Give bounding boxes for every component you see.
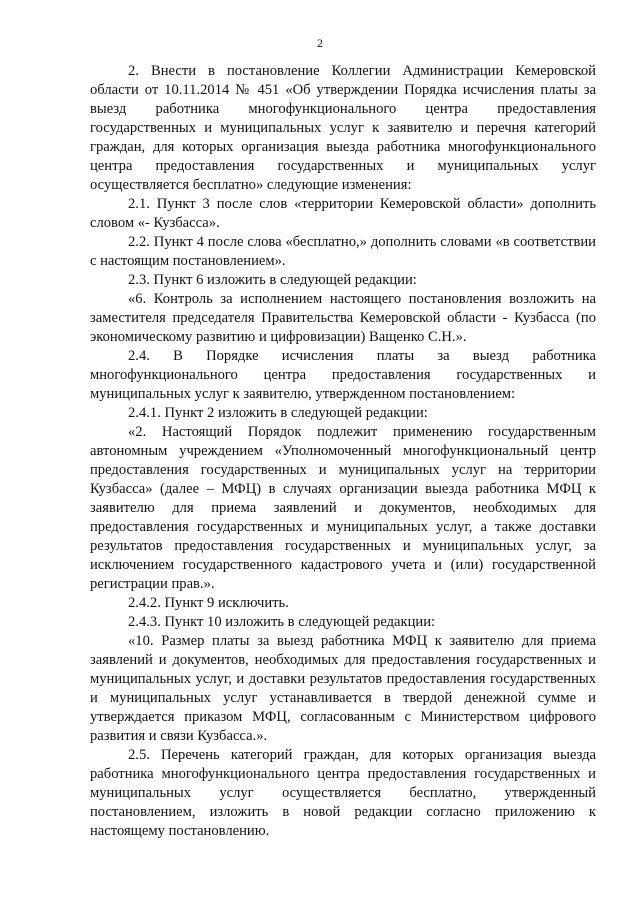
paragraph-2-4-3-quote: «10. Размер платы за выезд работника МФЦ к заявителю для приема заявлений и документов, необходимых для предоставления государственных и муниципальных услуг, и доставки результатов предоставления государственных и муниципальных услуг устанавливается в твердой денежной сумме и утверждается приказом МФЦ, согласованным с Министерством цифрового развития и связи Кузбасса.». — [90, 633, 596, 744]
paragraph-2-3: 2.3. Пункт 6 изложить в следующей редакции: — [128, 272, 417, 288]
paragraph-2-4-2: 2.4.2. Пункт 9 исключить. — [128, 595, 289, 611]
paragraph-2-4: 2.4. В Порядке исчисления платы за выезд работника многофункционального центра предоставления государственных и муниципальных услуг к заявителю, утвержденном постановлением: — [90, 348, 596, 402]
paragraph-2-2: 2.2. Пункт 4 после слова «бесплатно,» дополнить словами «в соответствии с настоящим постановлением». — [90, 234, 596, 269]
paragraph-2-4-1-quote: «2. Настоящий Порядок подлежит применению государственным автономным учреждением «Уполномоченный многофункциональный центр предоставления государственных и муниципальных услуг на территории Кузбасса» (далее – МФЦ) в случаях организации выезда работника МФЦ к заявителю для приема заявлений и документов, необходимых для предоставления государственных и муниципальных услуг, а также доставки результатов предоставления государственных и муниципальных услуг, за исключением государственного кадастрового учета и (или) государственной регистрации прав.». — [90, 424, 596, 592]
document-body — [90, 62, 596, 841]
paragraph-2-4-3: 2.4.3. Пункт 10 изложить в следующей редакции: — [128, 614, 436, 630]
paragraph-2-1: 2.1. Пункт 3 после слов «территории Кемеровской области» дополнить словом «- Кузбасса». — [90, 196, 596, 231]
paragraph-2-3-quote: «6. Контроль за исполнением настоящего постановления возложить на заместителя председателя Правительства Кемеровской области - Кузбасса (по экономическому развитию и цифровизации) Ващенко С.Н.». — [90, 291, 596, 345]
paragraph-2-4-1: 2.4.1. Пункт 2 изложить в следующей редакции: — [128, 405, 428, 421]
page-number: 2 — [317, 36, 323, 50]
paragraph-2-5: 2.5. Перечень категорий граждан, для которых организация выезда работника многофункционального центра предоставления государственных и муниципальных услуг осуществляется бесплатно, утвержденный постановлением, изложить в новой редакции согласно приложению к настоящему постановлению. — [90, 747, 596, 839]
paragraph-2: 2. Внести в постановление Коллегии Администрации Кемеровской области от 10.11.2014 № 451 «Об утверждении Порядка исчисления платы за выезд работника многофункционального центра предоставления государственных и муниципальных услуг к заявителю и перечня категорий граждан, для которых организация выезда работника многофункционального центра предоставления государственных и муниципальных услуг осуществляется бесплатно» следующие изменения: — [90, 63, 596, 193]
